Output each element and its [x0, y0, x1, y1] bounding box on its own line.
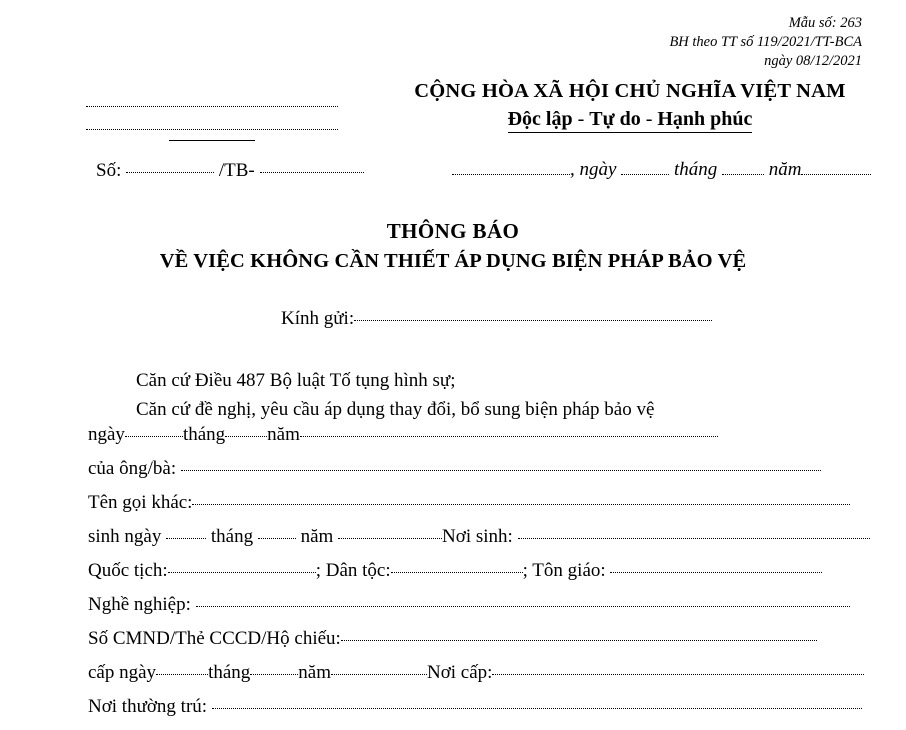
body-paragraphs [88, 366, 868, 424]
form-code-line-1: Mẫu số: 263 [788, 15, 862, 31]
nationality-input[interactable] [168, 558, 316, 573]
nationality-label: Quốc tịch: [88, 560, 168, 581]
form-code-line-2: BH theo TT số 119/2021/TT-BCA [669, 34, 862, 50]
date-thang-label: tháng [669, 159, 722, 180]
id-issue-month-input[interactable] [250, 660, 298, 675]
birth-year-input[interactable] [338, 524, 442, 539]
id-issue-year-input[interactable] [331, 660, 427, 675]
national-title: CỘNG HÒA XÃ HỘI CHỦ NGHĨA VIỆT NAM [414, 80, 846, 102]
id-number-label: Số CMND/Thẻ CCCD/Hộ chiếu: [88, 628, 341, 649]
ethnicity-label: ; Dân tộc: [315, 560, 391, 581]
legal-basis-paragraph-2: Căn cứ đề nghị, yêu cầu áp dụng thay đổi, bổ sung biện pháp bảo vệ [136, 399, 655, 420]
motto-part-3: Hạnh phúc [657, 108, 753, 130]
organisation-divider-rule [169, 140, 255, 141]
motto-part-1: Độc lập [507, 108, 573, 130]
birth-place-label: Nơi sinh: [442, 526, 513, 547]
request-date-day-label: ngày [88, 424, 125, 445]
recipient-label: Kính gửi: [281, 308, 355, 329]
date-year-input[interactable] [801, 160, 871, 175]
birth-month-input[interactable] [258, 524, 296, 539]
form-code-block [669, 14, 862, 71]
motto-separator-2: - [640, 108, 658, 130]
field-row-occupation [88, 594, 878, 628]
alias-input[interactable] [192, 490, 850, 505]
occupation-input[interactable] [196, 592, 850, 607]
recipient-line [281, 308, 712, 330]
request-date-month-input[interactable] [225, 422, 267, 437]
document-number-label: Số: [96, 160, 122, 181]
issuing-organisation-block [86, 84, 338, 141]
date-ngay-label: ngày [574, 159, 622, 180]
request-date-month-label: tháng [182, 424, 226, 445]
document-number-suffix-input[interactable] [260, 158, 364, 173]
request-date-day-input[interactable] [125, 422, 183, 437]
legal-basis-paragraph-1: Căn cứ Điều 487 Bộ luật Tố tụng hình sự; [136, 370, 456, 391]
id-issue-year-label: năm [298, 662, 331, 683]
field-row-alias [88, 492, 878, 526]
form-code-line-3: ngày 08/12/2021 [764, 53, 862, 69]
request-date-year-label: năm [267, 424, 300, 445]
birth-month-label: tháng [210, 526, 254, 547]
occupation-label: Nghề nghiệp: [88, 594, 191, 615]
recipient-input[interactable] [354, 306, 712, 321]
document-subtitle: VỀ VIỆC KHÔNG CẦN THIẾT ÁP DỤNG BIỆN PHÁP BẢO VỆ [159, 250, 747, 272]
religion-input[interactable] [610, 558, 822, 573]
field-row-birth [88, 526, 878, 560]
id-number-input[interactable] [341, 626, 817, 641]
id-issue-day-input[interactable] [156, 660, 208, 675]
birth-day-label: sinh ngày [88, 526, 162, 547]
person-name-label: của ông/bà: [88, 458, 177, 479]
date-day-input[interactable] [621, 160, 669, 175]
date-nam-label: năm [763, 159, 802, 180]
field-row-request-date [88, 424, 878, 458]
date-comma: , [570, 159, 575, 180]
field-row-nationality [88, 560, 878, 594]
date-month-input[interactable] [722, 160, 764, 175]
organisation-line-2[interactable] [86, 107, 338, 130]
ethnicity-input[interactable] [391, 558, 523, 573]
document-title-block [0, 219, 906, 273]
field-row-id-number [88, 628, 878, 662]
national-heading-block [400, 80, 860, 133]
field-row-residence [88, 696, 878, 730]
request-date-year-input[interactable] [300, 422, 718, 437]
motto-part-2: Tự do [589, 108, 641, 130]
residence-label: Nơi thường trú: [88, 696, 208, 717]
alias-label: Tên gọi khác: [88, 492, 193, 513]
id-issue-place-label: Nơi cấp: [427, 662, 493, 683]
place-and-date-line [452, 159, 871, 181]
id-issue-place-input[interactable] [492, 660, 864, 675]
personal-information-fields [88, 424, 878, 730]
id-issue-day-label: cấp ngày [88, 662, 157, 683]
religion-label: ; Tôn giáo: [522, 560, 606, 581]
document-number-separator: /TB- [218, 160, 255, 181]
organisation-line-1[interactable] [86, 84, 338, 107]
document-title: THÔNG BÁO [386, 219, 520, 243]
birth-year-label: năm [300, 526, 334, 547]
document-number-line [96, 160, 364, 182]
birth-day-input[interactable] [166, 524, 206, 539]
national-motto [508, 108, 753, 133]
id-issue-month-label: tháng [208, 662, 251, 683]
birth-place-input[interactable] [518, 524, 870, 539]
person-name-input[interactable] [181, 456, 821, 471]
field-row-person-name [88, 458, 878, 492]
field-row-id-issue [88, 662, 878, 696]
motto-separator-1: - [572, 108, 590, 130]
place-input[interactable] [452, 160, 570, 175]
document-number-input[interactable] [126, 158, 214, 173]
residence-input[interactable] [212, 694, 862, 709]
